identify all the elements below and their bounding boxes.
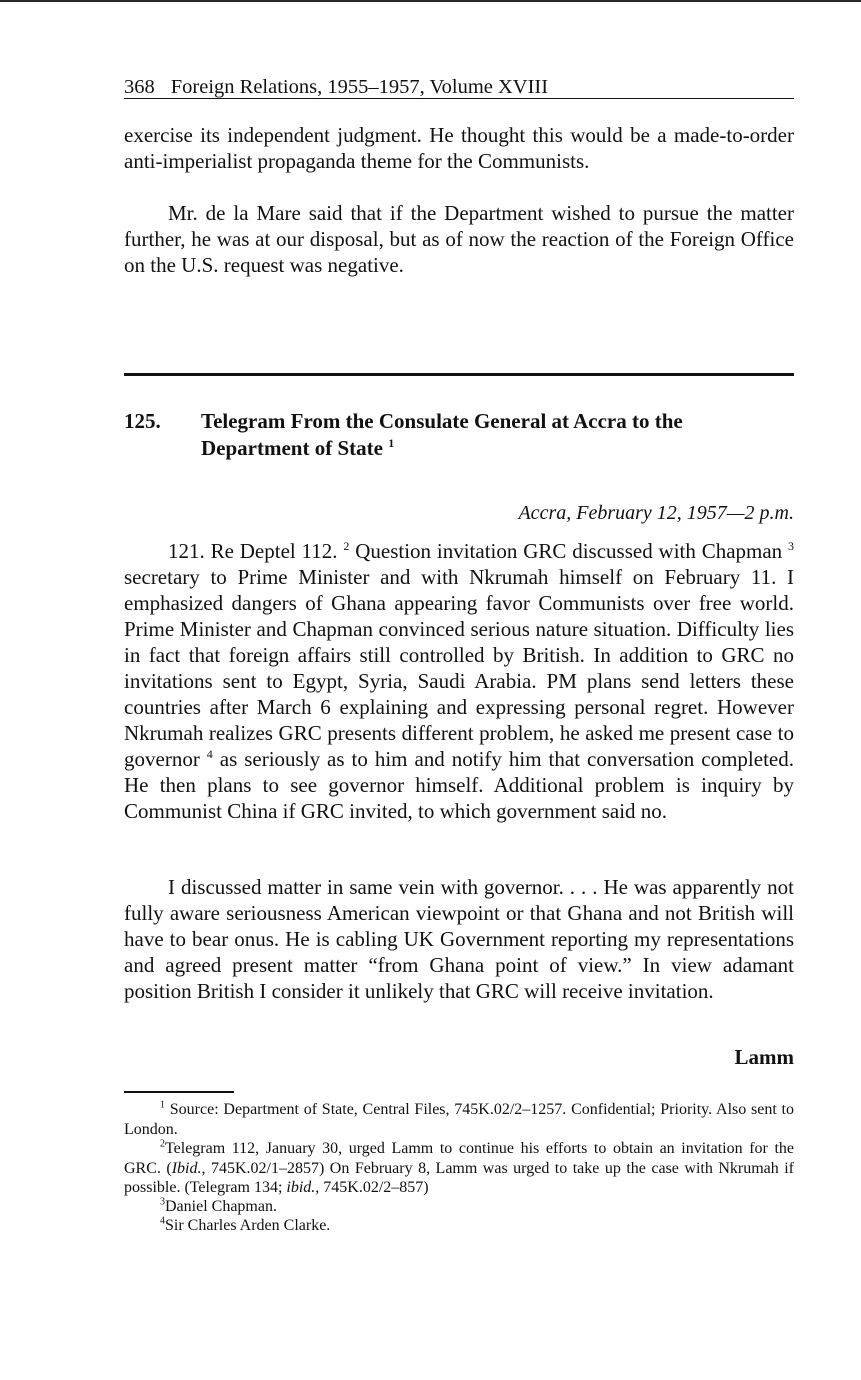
footnote-rule — [124, 1091, 234, 1093]
telegram-text-c: secretary to Prime Minister and with Nkrumah himself on February 11. I emphasized dangers of Ghana appearing favor Communists over free world. Prime Minister and Chapman convinced serious nature situation. Difficulty lies in fact that foreign affairs still controlled by British. In addition to GRC no invitations sent to Egypt, Syria, Saudi Arabia. PM plans send letters these countries after March 6 explaining and expressing personal regret. However Nkrumah realizes GRC presents different problem, he asked me present case to governor — [124, 565, 794, 771]
running-title: Foreign Relations, 1955–1957, Volume XVIII — [170, 76, 549, 98]
footnote-2-marker: 2 — [160, 1138, 165, 1150]
footnote-3-marker: 3 — [160, 1196, 165, 1208]
footnote-2-text-c: , 745K.02/2–857) — [315, 1179, 429, 1196]
running-head — [124, 74, 794, 99]
footnote-3-text: Daniel Chapman. — [165, 1198, 277, 1215]
footnote-1-text: Source: Department of State, Central Files, 745K.02/2–1257. Confidential; Priority. Also sent to London. — [124, 1101, 794, 1138]
carryover-paragraph: exercise its independent judgment. He thought this would be a made-to-order anti-imperialist propaganda theme for the Communists. — [124, 123, 794, 173]
footnote-2-text-a: Telegram 112, January 30, urged Lamm to continue his efforts to obtain an invitation for the GRC. ( — [124, 1140, 794, 1177]
footnote-1-marker: 1 — [160, 1099, 165, 1111]
footnote-3 — [124, 1197, 794, 1217]
dateline: Accra, February 12, 1957—2 p.m. — [518, 502, 794, 524]
document-number: 125. — [124, 409, 161, 433]
page-top-edge — [0, 0, 861, 2]
telegram-paragraph-2: I discussed matter in same vein with governor. . . . He was apparently not fully aware seriousness American viewpoint or that Ghana and not British will have to bear onus. He is cabling UK Government reporting my representations and agreed present matter “from Ghana point of view.” In view adamant position British I consider it unlikely that GRC will receive invitation. — [124, 875, 794, 1003]
telegram-text-b: Question invitation GRC discussed with Chapman — [349, 539, 783, 563]
footnote-4-text: Sir Charles Arden Clarke. — [165, 1217, 331, 1234]
telegram-paragraph-1 — [124, 538, 794, 824]
page-number: 368 — [124, 76, 155, 98]
footnote-ref-3[interactable]: 3 — [788, 539, 795, 553]
footnote-2-ibid-1: Ibid. — [171, 1159, 202, 1177]
section-divider — [124, 373, 794, 376]
footnote-1 — [124, 1100, 794, 1139]
footnote-ref-4[interactable]: 4 — [206, 747, 213, 761]
footnote-ref-1[interactable]: 1 — [388, 436, 395, 450]
footnote-4 — [124, 1216, 794, 1236]
footnote-2-text-b: , 745K.02/1–2857) On February 8, Lamm was urged to take up the case with Nkrumah if possible. (Telegram 134; — [124, 1159, 795, 1196]
footnote-2 — [124, 1139, 794, 1198]
de-la-mare-paragraph: Mr. de la Mare said that if the Department wished to pursue the matter further, he was at our disposal, but as of now the reaction of the Foreign Office on the U.S. request was negative. — [124, 201, 794, 277]
signature: Lamm — [734, 1045, 794, 1069]
document-title-text: Telegram From the Consulate General at Accra to the Department of State — [201, 409, 683, 460]
telegram-text-d: as seriously as to him and notify him that conversation completed. He then plans to see governor himself. Additional problem is inquiry by Communist China if GRC invited, to which government said no. — [124, 747, 794, 823]
telegram-text-a: 121. Re Deptel 112. — [168, 539, 338, 563]
footnote-2-ibid-2: ibid. — [286, 1179, 316, 1196]
footnote-4-marker: 4 — [160, 1215, 165, 1227]
document-title — [201, 408, 781, 462]
footnote-ref-2[interactable]: 2 — [343, 539, 350, 553]
